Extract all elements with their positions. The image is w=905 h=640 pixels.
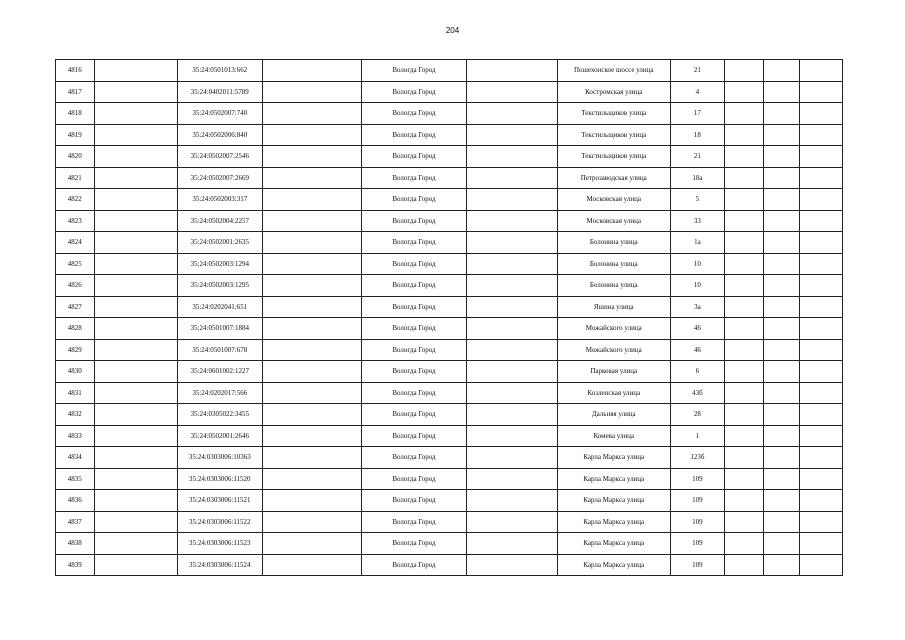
cadastral-number-cell: 35:24:0305022:3455 xyxy=(177,404,262,426)
street-cell: Дальняя улица xyxy=(557,404,670,426)
cadastral-number-cell: 35:24:0502007:2669 xyxy=(177,167,262,189)
house-number-cell: 1 xyxy=(670,425,725,447)
row-number-cell: 4834 xyxy=(56,447,95,469)
cadastral-number-cell: 35:24:0502007:2546 xyxy=(177,146,262,168)
city-cell: Вологда Город xyxy=(362,210,466,232)
empty-cell xyxy=(94,318,177,340)
table-row xyxy=(56,382,843,404)
empty-cell xyxy=(262,146,361,168)
house-number-cell: 4 xyxy=(670,81,725,103)
cadastral-number-cell: 35:24:0303006:11521 xyxy=(177,490,262,512)
row-number-cell: 4833 xyxy=(56,425,95,447)
empty-cell xyxy=(262,296,361,318)
cadastral-number-cell: 35:24:0502003:1295 xyxy=(177,275,262,297)
city-cell: Вологда Город xyxy=(362,447,466,469)
street-cell: Можайского улица xyxy=(557,318,670,340)
empty-cell xyxy=(725,167,764,189)
row-number-cell: 4828 xyxy=(56,318,95,340)
empty-cell xyxy=(94,167,177,189)
table-row xyxy=(56,425,843,447)
city-cell: Вологда Город xyxy=(362,253,466,275)
empty-cell xyxy=(800,81,843,103)
empty-cell xyxy=(466,339,557,361)
street-cell: Карла Маркса улица xyxy=(557,447,670,469)
row-number-cell: 4818 xyxy=(56,103,95,125)
table-row xyxy=(56,253,843,275)
row-number-cell: 4820 xyxy=(56,146,95,168)
row-number-cell: 4819 xyxy=(56,124,95,146)
table-row xyxy=(56,60,843,82)
street-cell: Костромская улица xyxy=(557,81,670,103)
empty-cell xyxy=(466,361,557,383)
empty-cell xyxy=(466,468,557,490)
empty-cell xyxy=(262,490,361,512)
city-cell: Вологда Город xyxy=(362,103,466,125)
table-row xyxy=(56,404,843,426)
empty-cell xyxy=(262,425,361,447)
empty-cell xyxy=(262,232,361,254)
empty-cell xyxy=(94,468,177,490)
street-cell: Московская улица xyxy=(557,210,670,232)
empty-cell xyxy=(262,511,361,533)
empty-cell xyxy=(94,339,177,361)
city-cell: Вологда Город xyxy=(362,339,466,361)
empty-cell xyxy=(800,318,843,340)
empty-cell xyxy=(725,232,764,254)
city-cell: Вологда Город xyxy=(362,382,466,404)
cadastral-number-cell: 35:24:0202041:651 xyxy=(177,296,262,318)
empty-cell xyxy=(763,60,800,82)
row-number-cell: 4826 xyxy=(56,275,95,297)
empty-cell xyxy=(94,296,177,318)
empty-cell xyxy=(763,533,800,555)
city-cell: Вологда Город xyxy=(362,318,466,340)
empty-cell xyxy=(800,189,843,211)
empty-cell xyxy=(800,103,843,125)
empty-cell xyxy=(763,210,800,232)
empty-cell xyxy=(725,253,764,275)
cadastral-number-cell: 35:24:0502004:2257 xyxy=(177,210,262,232)
cadastral-number-cell: 35:24:0601002:1227 xyxy=(177,361,262,383)
empty-cell xyxy=(262,318,361,340)
house-number-cell: 109 xyxy=(670,468,725,490)
empty-cell xyxy=(262,167,361,189)
empty-cell xyxy=(800,124,843,146)
empty-cell xyxy=(466,533,557,555)
empty-cell xyxy=(763,382,800,404)
city-cell: Вологда Город xyxy=(362,232,466,254)
street-cell: Текстильщиков улица xyxy=(557,103,670,125)
empty-cell xyxy=(763,275,800,297)
empty-cell xyxy=(466,167,557,189)
house-number-cell: 5 xyxy=(670,189,725,211)
registry-table-body xyxy=(56,60,843,576)
cadastral-number-cell: 35:24:0402011:5789 xyxy=(177,81,262,103)
empty-cell xyxy=(94,511,177,533)
row-number-cell: 4830 xyxy=(56,361,95,383)
empty-cell xyxy=(94,361,177,383)
empty-cell xyxy=(94,490,177,512)
empty-cell xyxy=(466,103,557,125)
city-cell: Вологда Город xyxy=(362,146,466,168)
empty-cell xyxy=(262,210,361,232)
empty-cell xyxy=(262,103,361,125)
empty-cell xyxy=(262,554,361,576)
empty-cell xyxy=(725,533,764,555)
empty-cell xyxy=(763,361,800,383)
street-cell: Парковая улица xyxy=(557,361,670,383)
empty-cell xyxy=(94,425,177,447)
empty-cell xyxy=(262,404,361,426)
street-cell: Можайского улица xyxy=(557,339,670,361)
empty-cell xyxy=(800,447,843,469)
house-number-cell: 21 xyxy=(670,146,725,168)
row-number-cell: 4832 xyxy=(56,404,95,426)
empty-cell xyxy=(466,146,557,168)
empty-cell xyxy=(466,382,557,404)
house-number-cell: 109 xyxy=(670,554,725,576)
row-number-cell: 4837 xyxy=(56,511,95,533)
empty-cell xyxy=(262,60,361,82)
empty-cell xyxy=(800,275,843,297)
city-cell: Вологда Город xyxy=(362,361,466,383)
empty-cell xyxy=(466,232,557,254)
empty-cell xyxy=(725,189,764,211)
empty-cell xyxy=(763,81,800,103)
empty-cell xyxy=(466,511,557,533)
row-number-cell: 4839 xyxy=(56,554,95,576)
cadastral-number-cell: 35:24:0303006:10363 xyxy=(177,447,262,469)
street-cell: Текстильщиков улица xyxy=(557,146,670,168)
street-cell: Болонина улица xyxy=(557,232,670,254)
city-cell: Вологда Город xyxy=(362,189,466,211)
cadastral-number-cell: 35:24:0502001:2635 xyxy=(177,232,262,254)
empty-cell xyxy=(262,533,361,555)
empty-cell xyxy=(466,490,557,512)
empty-cell xyxy=(466,189,557,211)
empty-cell xyxy=(725,425,764,447)
empty-cell xyxy=(466,447,557,469)
empty-cell xyxy=(262,361,361,383)
empty-cell xyxy=(466,210,557,232)
cadastral-number-cell: 35:24:0303006:11520 xyxy=(177,468,262,490)
empty-cell xyxy=(466,275,557,297)
table-row xyxy=(56,447,843,469)
street-cell: Петрозаводская улица xyxy=(557,167,670,189)
empty-cell xyxy=(466,425,557,447)
table-row xyxy=(56,554,843,576)
table-row xyxy=(56,339,843,361)
empty-cell xyxy=(94,60,177,82)
cadastral-number-cell: 35:24:0501013:662 xyxy=(177,60,262,82)
house-number-cell: 10 xyxy=(670,253,725,275)
empty-cell xyxy=(763,232,800,254)
empty-cell xyxy=(262,81,361,103)
empty-cell xyxy=(763,490,800,512)
table-row xyxy=(56,490,843,512)
empty-cell xyxy=(94,232,177,254)
empty-cell xyxy=(262,124,361,146)
street-cell: Карла Маркса улица xyxy=(557,554,670,576)
empty-cell xyxy=(725,382,764,404)
street-cell: Текстильщиков улица xyxy=(557,124,670,146)
house-number-cell: 109 xyxy=(670,490,725,512)
empty-cell xyxy=(725,81,764,103)
house-number-cell: 46 xyxy=(670,318,725,340)
empty-cell xyxy=(800,554,843,576)
table-row xyxy=(56,189,843,211)
house-number-cell: 6 xyxy=(670,361,725,383)
empty-cell xyxy=(725,275,764,297)
empty-cell xyxy=(800,404,843,426)
empty-cell xyxy=(763,124,800,146)
row-number-cell: 4831 xyxy=(56,382,95,404)
city-cell: Вологда Город xyxy=(362,511,466,533)
empty-cell xyxy=(763,468,800,490)
cadastral-number-cell: 35:24:0501007:678 xyxy=(177,339,262,361)
empty-cell xyxy=(466,60,557,82)
table-row xyxy=(56,275,843,297)
city-cell: Вологда Город xyxy=(362,404,466,426)
cadastral-number-cell: 35:24:0303006:11522 xyxy=(177,511,262,533)
city-cell: Вологда Город xyxy=(362,296,466,318)
table-row xyxy=(56,146,843,168)
table-row xyxy=(56,81,843,103)
empty-cell xyxy=(763,253,800,275)
empty-cell xyxy=(466,404,557,426)
empty-cell xyxy=(800,232,843,254)
house-number-cell: 18а xyxy=(670,167,725,189)
street-cell: Карла Маркса улица xyxy=(557,490,670,512)
empty-cell xyxy=(94,533,177,555)
empty-cell xyxy=(94,447,177,469)
empty-cell xyxy=(725,361,764,383)
empty-cell xyxy=(262,339,361,361)
row-number-cell: 4824 xyxy=(56,232,95,254)
empty-cell xyxy=(262,468,361,490)
table-row xyxy=(56,232,843,254)
cadastral-number-cell: 35:24:0502003:1294 xyxy=(177,253,262,275)
empty-cell xyxy=(466,124,557,146)
empty-cell xyxy=(466,296,557,318)
empty-cell xyxy=(262,253,361,275)
empty-cell xyxy=(725,103,764,125)
empty-cell xyxy=(262,382,361,404)
empty-cell xyxy=(763,447,800,469)
empty-cell xyxy=(800,167,843,189)
empty-cell xyxy=(94,554,177,576)
table-row xyxy=(56,124,843,146)
page-number: 204 xyxy=(445,26,460,35)
registry-table xyxy=(55,59,843,576)
table-row xyxy=(56,361,843,383)
row-number-cell: 4827 xyxy=(56,296,95,318)
city-cell: Вологда Город xyxy=(362,425,466,447)
empty-cell xyxy=(94,103,177,125)
empty-cell xyxy=(94,382,177,404)
empty-cell xyxy=(725,146,764,168)
empty-cell xyxy=(800,60,843,82)
empty-cell xyxy=(466,81,557,103)
empty-cell xyxy=(466,318,557,340)
street-cell: Болонина улица xyxy=(557,275,670,297)
house-number-cell: 46 xyxy=(670,339,725,361)
empty-cell xyxy=(94,210,177,232)
row-number-cell: 4816 xyxy=(56,60,95,82)
table-row xyxy=(56,318,843,340)
empty-cell xyxy=(800,146,843,168)
empty-cell xyxy=(725,60,764,82)
empty-cell xyxy=(763,425,800,447)
empty-cell xyxy=(94,189,177,211)
street-cell: Комева улица xyxy=(557,425,670,447)
empty-cell xyxy=(800,253,843,275)
street-cell: Карла Маркса улица xyxy=(557,511,670,533)
empty-cell xyxy=(94,81,177,103)
table-row xyxy=(56,167,843,189)
empty-cell xyxy=(466,253,557,275)
house-number-cell: 109 xyxy=(670,511,725,533)
empty-cell xyxy=(466,554,557,576)
empty-cell xyxy=(763,103,800,125)
row-number-cell: 4838 xyxy=(56,533,95,555)
table-row xyxy=(56,296,843,318)
house-number-cell: 21 xyxy=(670,60,725,82)
house-number-cell: 33 xyxy=(670,210,725,232)
city-cell: Вологда Город xyxy=(362,81,466,103)
house-number-cell: 18 xyxy=(670,124,725,146)
empty-cell xyxy=(800,468,843,490)
empty-cell xyxy=(725,447,764,469)
empty-cell xyxy=(725,490,764,512)
city-cell: Вологда Город xyxy=(362,554,466,576)
empty-cell xyxy=(763,339,800,361)
empty-cell xyxy=(763,189,800,211)
house-number-cell: 3а xyxy=(670,296,725,318)
empty-cell xyxy=(763,318,800,340)
empty-cell xyxy=(800,361,843,383)
empty-cell xyxy=(800,425,843,447)
empty-cell xyxy=(725,339,764,361)
empty-cell xyxy=(763,296,800,318)
row-number-cell: 4823 xyxy=(56,210,95,232)
house-number-cell: 10 xyxy=(670,275,725,297)
empty-cell xyxy=(725,404,764,426)
house-number-cell: 109 xyxy=(670,533,725,555)
table-row xyxy=(56,533,843,555)
empty-cell xyxy=(725,554,764,576)
empty-cell xyxy=(800,490,843,512)
empty-cell xyxy=(725,124,764,146)
cadastral-number-cell: 35:24:0502006:840 xyxy=(177,124,262,146)
table-row xyxy=(56,103,843,125)
table-row xyxy=(56,511,843,533)
street-cell: Московская улица xyxy=(557,189,670,211)
street-cell: Яшина улица xyxy=(557,296,670,318)
city-cell: Вологда Город xyxy=(362,490,466,512)
empty-cell xyxy=(800,382,843,404)
empty-cell xyxy=(763,146,800,168)
city-cell: Вологда Город xyxy=(362,167,466,189)
cadastral-number-cell: 35:24:0202017:566 xyxy=(177,382,262,404)
empty-cell xyxy=(262,189,361,211)
table-row xyxy=(56,210,843,232)
city-cell: Вологда Город xyxy=(362,468,466,490)
empty-cell xyxy=(262,275,361,297)
city-cell: Вологда Город xyxy=(362,124,466,146)
empty-cell xyxy=(94,124,177,146)
street-cell: Козленская улица xyxy=(557,382,670,404)
empty-cell xyxy=(94,404,177,426)
empty-cell xyxy=(763,554,800,576)
empty-cell xyxy=(725,511,764,533)
empty-cell xyxy=(763,167,800,189)
city-cell: Вологда Город xyxy=(362,60,466,82)
row-number-cell: 4822 xyxy=(56,189,95,211)
row-number-cell: 4821 xyxy=(56,167,95,189)
row-number-cell: 4835 xyxy=(56,468,95,490)
cadastral-number-cell: 35:24:0502003:317 xyxy=(177,189,262,211)
empty-cell xyxy=(763,404,800,426)
empty-cell xyxy=(800,533,843,555)
cadastral-number-cell: 35:24:0303006:11523 xyxy=(177,533,262,555)
street-cell: Карла Маркса улица xyxy=(557,533,670,555)
house-number-cell: 17 xyxy=(670,103,725,125)
empty-cell xyxy=(763,511,800,533)
street-cell: Карла Маркса улица xyxy=(557,468,670,490)
house-number-cell: 43б xyxy=(670,382,725,404)
street-cell: Болонина улица xyxy=(557,253,670,275)
row-number-cell: 4836 xyxy=(56,490,95,512)
empty-cell xyxy=(94,146,177,168)
table-row xyxy=(56,468,843,490)
empty-cell xyxy=(800,296,843,318)
cadastral-number-cell: 35:24:0303006:11524 xyxy=(177,554,262,576)
empty-cell xyxy=(262,447,361,469)
empty-cell xyxy=(725,296,764,318)
cadastral-number-cell: 35:24:0502001:2646 xyxy=(177,425,262,447)
empty-cell xyxy=(725,468,764,490)
city-cell: Вологда Город xyxy=(362,533,466,555)
empty-cell xyxy=(725,210,764,232)
street-cell: Пошехонское шоссе улица xyxy=(557,60,670,82)
cadastral-number-cell: 35:24:0501007:1884 xyxy=(177,318,262,340)
cadastral-number-cell: 35:24:0502007:740 xyxy=(177,103,262,125)
house-number-cell: 1а xyxy=(670,232,725,254)
empty-cell xyxy=(800,339,843,361)
empty-cell xyxy=(800,210,843,232)
row-number-cell: 4817 xyxy=(56,81,95,103)
house-number-cell: 123б xyxy=(670,447,725,469)
row-number-cell: 4825 xyxy=(56,253,95,275)
empty-cell xyxy=(725,318,764,340)
empty-cell xyxy=(800,511,843,533)
house-number-cell: 28 xyxy=(670,404,725,426)
empty-cell xyxy=(94,253,177,275)
empty-cell xyxy=(94,275,177,297)
city-cell: Вологда Город xyxy=(362,275,466,297)
row-number-cell: 4829 xyxy=(56,339,95,361)
